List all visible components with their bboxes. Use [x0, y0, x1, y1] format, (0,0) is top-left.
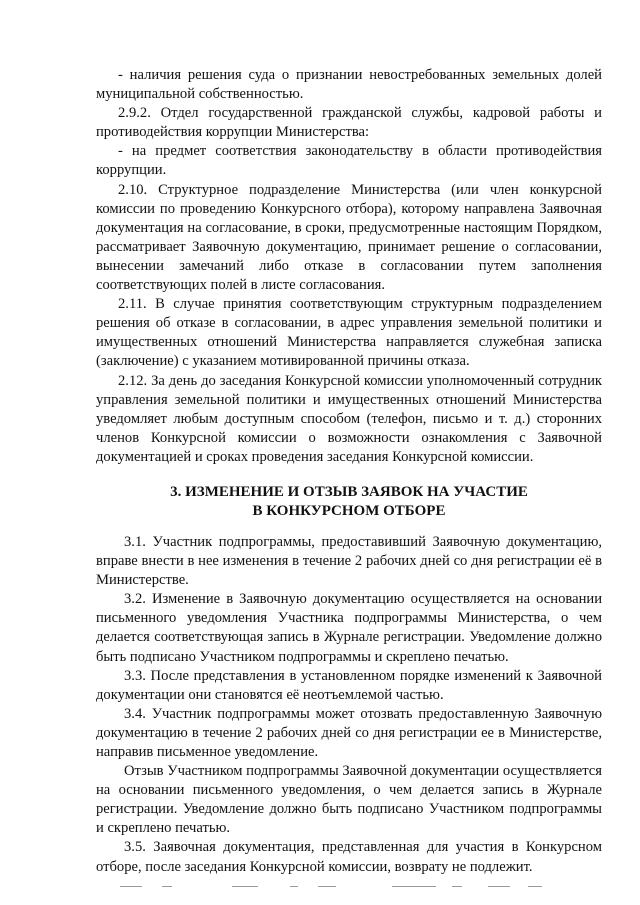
section-3-heading-line-2: В КОНКУРСНОМ ОТБОРЕ [252, 502, 446, 519]
section-3-heading-line-1: 3. ИЗМЕНЕНИЕ И ОТЗЫВ ЗАЯВОК НА УЧАСТИЕ [170, 483, 528, 500]
paragraph-withdrawal: Отзыв Участником подпрограммы Заявочной документации осуществляется на основании письменного уведомления, о чем делается запись в Журнале регистрации. Уведомление должно быть подписано Участником подпрограммы и скреплено печатью. [96, 763, 602, 837]
paragraph-2-10: 2.10. Структурное подразделение Министерства (или член конкурсной комиссии по проведению Конкурсного отбора), которому направлена Заявочная документация на согласование, в сроки, предусмотренные настоящим Порядком, рассматривает Заявочную документацию, принимает решение о согласовании, вынесении замечаний либо отказе в согласовании путем заполнения соответствующих полей в листе согласования. [96, 181, 602, 294]
paragraph-3-2: 3.2. Изменение в Заявочную документацию осуществляется на основании письменного уведомления Участника подпрограммы Министерства, о чем делается соответствующая запись в Журнале регистрации. Уведомление должно быть подписано Участником подпрограммы и скреплено печатью. [96, 591, 602, 665]
paragraph-court-decision: - наличия решения суда о признании невостребованных земельных долей муниципальной собственностью. [96, 67, 602, 103]
paragraph-2-11: 2.11. В случае принятия соответствующим структурным подразделением решения об отказе в согласовании, в адрес управления земельной политики и имущественных отношений Министерства направляется служебная записка (заключение) с указанием мотивированной причины отказа. [96, 296, 602, 370]
paragraph-3-3: 3.3. После представления в установленном порядке изменений к Заявочной документации они становятся её неотъемлемой частью. [96, 667, 602, 703]
paragraph-anticorruption: - на предмет соответствия законодательству в области противодействия коррупции. [96, 143, 602, 179]
paragraph-2-9-2: 2.9.2. Отдел государственной гражданской службы, кадровой работы и противодействия коррупции Министерства: [96, 105, 602, 141]
paragraph-3-1: 3.1. Участник подпрограммы, предоставивший Заявочную документацию, вправе внести в нее изменения в течение 2 рабочих дней со дня регистрации её в Министерстве. [96, 533, 602, 589]
section-3-heading [96, 483, 602, 521]
paragraph-2-12: 2.12. За день до заседания Конкурсной комиссии уполномоченный сотрудник управления земельной политики и имущественных отношений Министерства уведомляет любым доступным способом (телефон, письмо и т. д.) сторонних членов Конкурсной комиссии о возможности ознакомления с Заявочной документацией и сроках проведения заседания Конкурсной комиссии. [96, 372, 602, 465]
paragraph-3-5: 3.5. Заявочная документация, представленная для участия в Конкурсном отборе, после заседания Конкурсной комиссии, возврату не подлежит. [96, 839, 602, 875]
paragraph-3-4: 3.4. Участник подпрограммы может отозвать предоставленную Заявочную документацию в течение 2 рабочих дней со дня регистрации ее в Министерстве, направив письменное уведомление. [96, 705, 602, 760]
scan-artifact-marks [0, 883, 640, 891]
document-page [96, 66, 602, 877]
